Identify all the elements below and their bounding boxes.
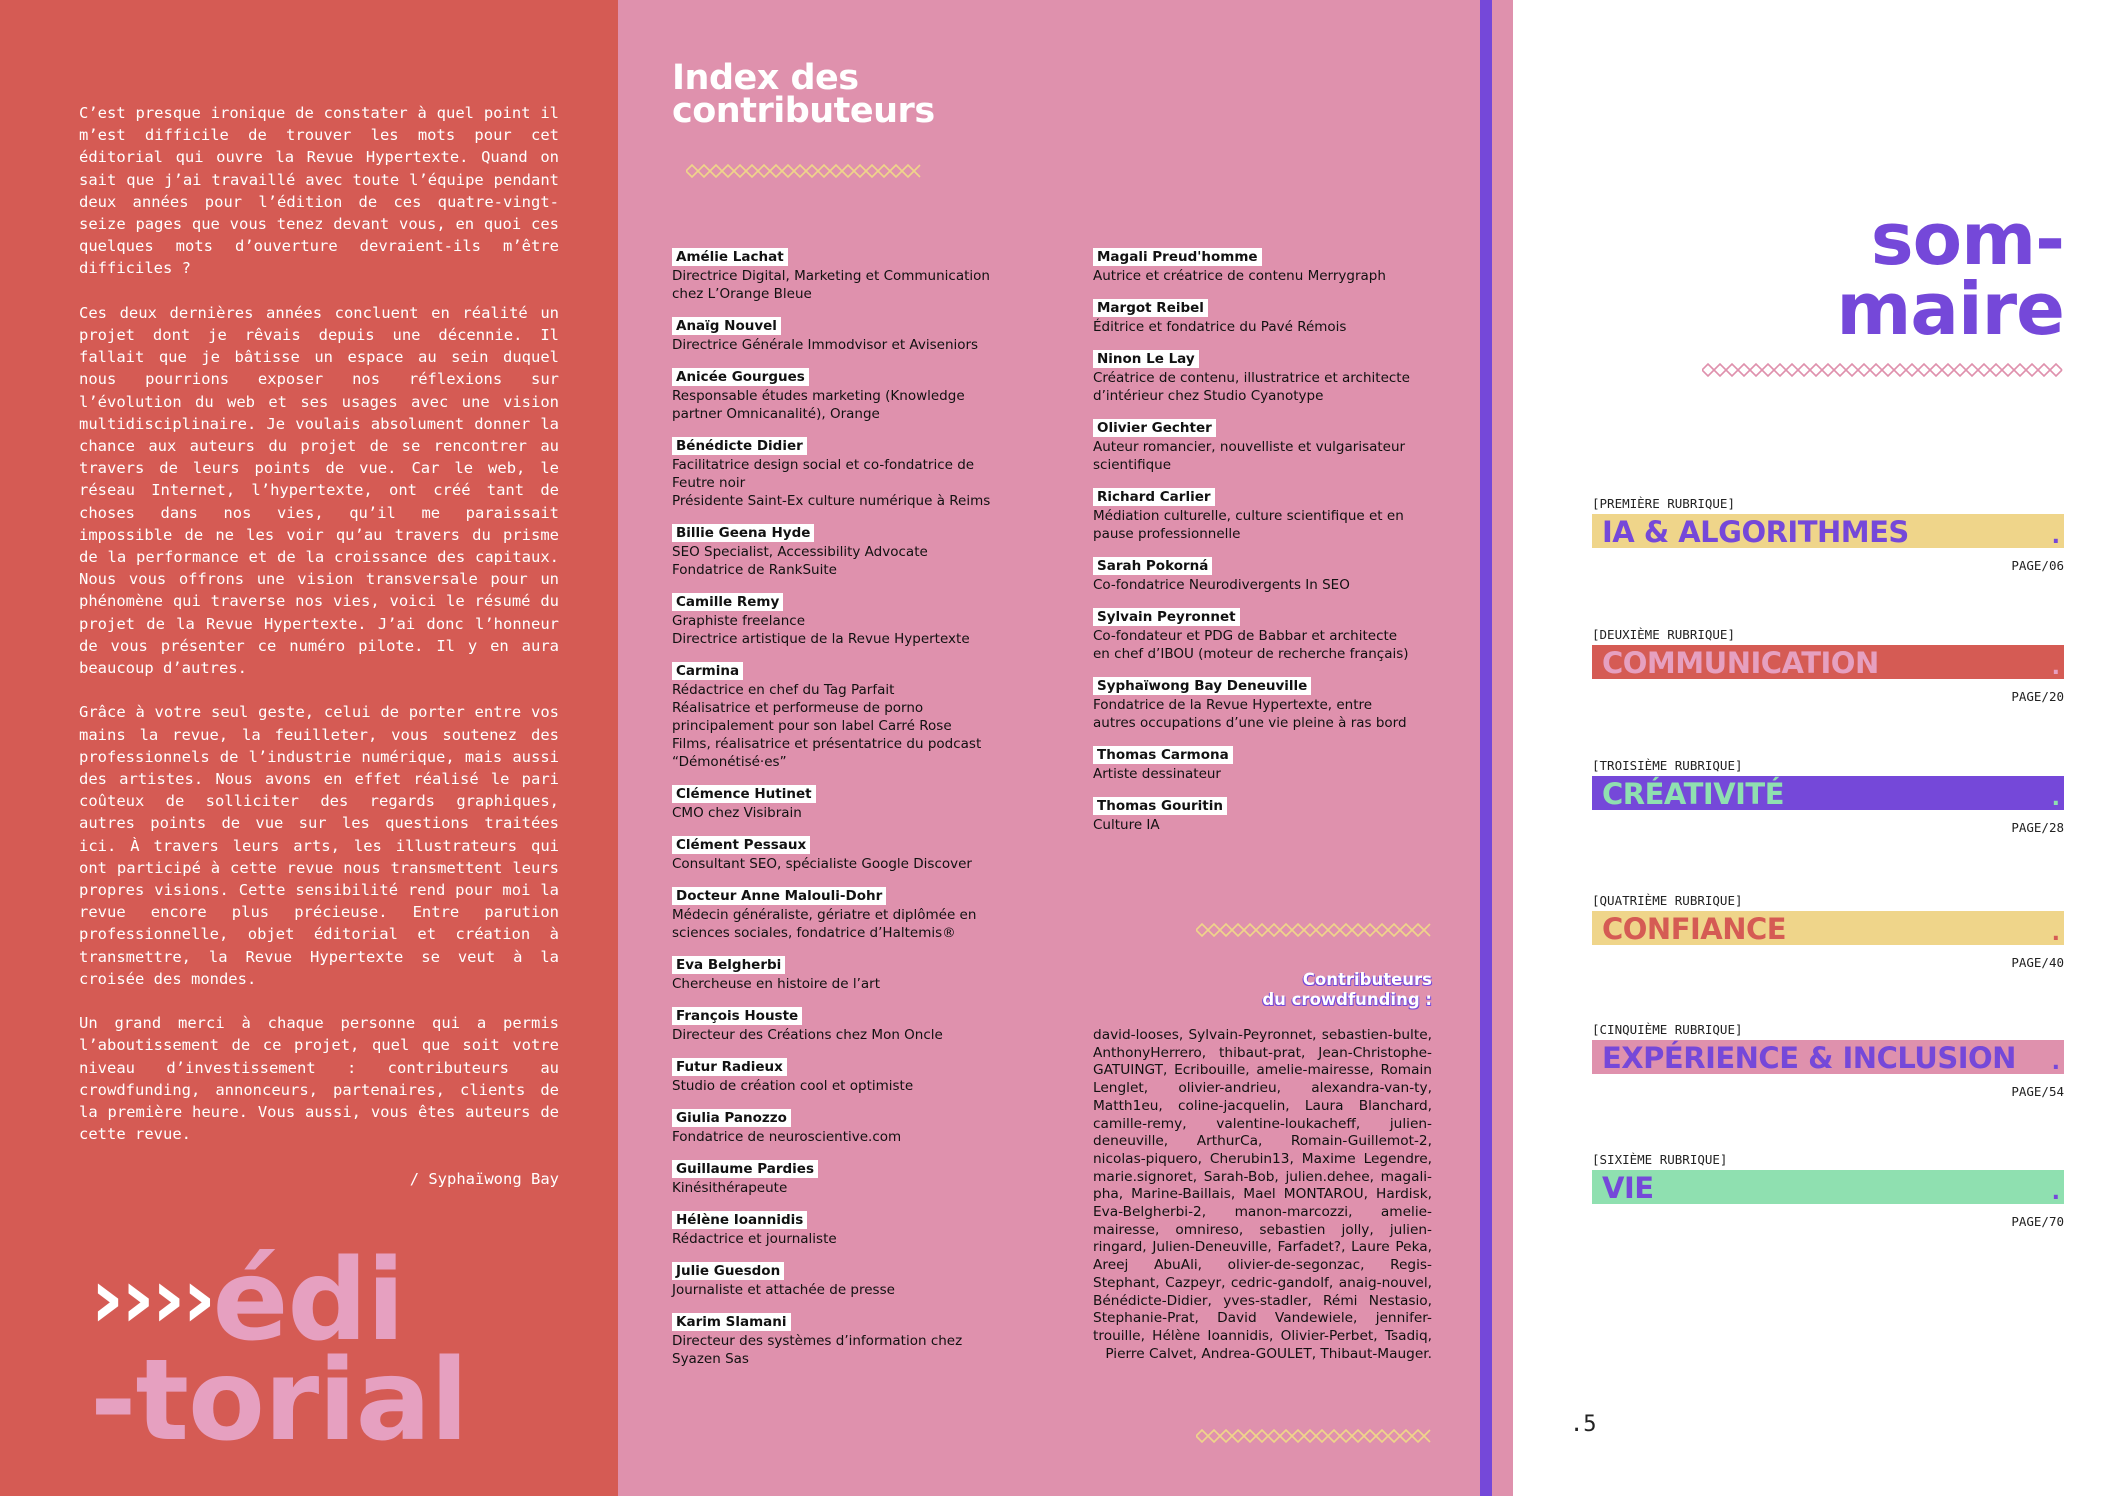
section-page-ref: PAGE/28 <box>2011 820 2064 835</box>
section-page-ref: PAGE/40 <box>2011 955 2064 970</box>
contributor-role: Créatrice de contenu, illustratrice et architecte d’intérieur chez Studio Cyanotype <box>1093 370 1410 404</box>
contributor-name: Thomas Carmona <box>1093 746 1233 764</box>
contributor-name: Amélie Lachat <box>672 248 788 266</box>
contributor-name: Clément Pessaux <box>672 836 810 854</box>
section-dot: . <box>2051 524 2060 549</box>
contributor-entry <box>672 317 1017 354</box>
index-title-line2: contributeurs <box>672 91 935 131</box>
contributors-left-column <box>672 248 1017 1382</box>
contributor-role: Facilitatrice design social et co-fondatrice de Feutre noir Présidente Saint-Ex culture numérique à Reims <box>672 457 991 509</box>
contributor-entry <box>672 1007 1017 1044</box>
contributor-name: Olivier Gechter <box>1093 419 1216 437</box>
contributor-entry <box>672 785 1017 822</box>
section-name: VIE <box>1602 1171 1654 1205</box>
contributor-name: Magali Preud'homme <box>1093 248 1262 266</box>
section-page-ref: PAGE/20 <box>2011 689 2064 704</box>
section-dot: . <box>2051 786 2060 811</box>
contributor-role: Directrice Générale Immodvisor et Aviseniors <box>672 337 979 353</box>
crowdfunding-title <box>1200 970 1432 1010</box>
contributor-name: Giulia Panozzo <box>672 1109 791 1127</box>
section-dot: . <box>2051 1180 2060 1205</box>
contributor-entry <box>672 836 1017 873</box>
contributor-name: Thomas Gouritin <box>1093 797 1227 815</box>
editorial-paragraph: Grâce à votre seul geste, celui de porter entre vos mains la revue, la feuilleter, vous soutenez des professionnels de l’industrie numérique, mais aussi des artistes. Nous avons en effet réalisé le pari coûteux de solliciter des regards graphiques, autres points de vue sur les questions traitées ici. À travers leurs arts, les illustrateurs qui ont participé à cette revue nous transmettent leurs propres visions. Cette sensibilité rend pour moi la revue encore plus précieuse. Entre parution professionnelle, objet éditorial et création à transmettre, la Revue Hypertexte se veut à la croisée des mondes. <box>79 703 559 988</box>
sommaire-section[interactable] <box>1592 893 2064 970</box>
page-number: .5 <box>1570 1412 1597 1437</box>
contributor-entry <box>1093 299 1438 336</box>
contributor-entry <box>672 1211 1017 1248</box>
purple-divider-stripe <box>1480 0 1492 1496</box>
editorial-signature: / Syphaïwong Bay <box>409 1169 559 1188</box>
contributor-name: Carmina <box>672 662 743 680</box>
section-bar[interactable] <box>1592 514 2064 548</box>
contributor-role: Consultant SEO, spécialiste Google Discover <box>672 856 972 872</box>
contributor-role: Rédactrice et journaliste <box>672 1231 837 1247</box>
sommaire-section[interactable] <box>1592 1152 2064 1229</box>
contributor-entry <box>1093 797 1438 834</box>
zigzag-ornament <box>1702 363 2064 377</box>
pink-edge-stripe <box>1492 0 1513 1496</box>
contributor-name: Eva Belgherbi <box>672 956 785 974</box>
contributor-role: Auteur romancier, nouvelliste et vulgarisateur scientifique <box>1093 439 1406 473</box>
contributor-role: Directeur des Créations chez Mon Oncle <box>672 1027 943 1043</box>
section-page-ref: PAGE/06 <box>2011 558 2064 573</box>
contributor-name: Julie Guesdon <box>672 1262 784 1280</box>
editorial-text <box>79 102 559 1212</box>
contributor-entry <box>672 368 1017 423</box>
contributor-role: Fondatrice de neuroscientive.com <box>672 1129 902 1145</box>
contributor-role: Directrice Digital, Marketing et Communication chez L’Orange Bleue <box>672 268 990 302</box>
section-label: [CINQUIÈME RUBRIQUE] <box>1592 1022 1743 1037</box>
sommaire-section[interactable] <box>1592 496 2064 573</box>
contributor-entry <box>1093 350 1438 405</box>
section-name: EXPÉRIENCE & INCLUSION <box>1602 1041 2016 1075</box>
contributor-role: Médecin généraliste, gériatre et diplômée en sciences sociales, fondatrice d’Haltemis® <box>672 907 977 941</box>
contributor-entry <box>672 593 1017 648</box>
contributor-name: Sylvain Peyronnet <box>1093 608 1240 626</box>
section-label: [DEUXIÈME RUBRIQUE] <box>1592 627 1735 642</box>
contributor-name: Anicée Gourgues <box>672 368 809 386</box>
contributor-entry <box>672 1313 1017 1368</box>
section-bar[interactable] <box>1592 1040 2064 1074</box>
contributors-right-column <box>1093 248 1438 848</box>
contributor-role: Chercheuse en histoire de l’art <box>672 976 880 992</box>
contributor-role: Médiation culturelle, culture scientifique et en pause professionnelle <box>1093 508 1404 542</box>
section-name: IA & ALGORITHMES <box>1602 515 1909 549</box>
contributor-entry <box>672 1058 1017 1095</box>
contributor-entry <box>672 887 1017 942</box>
contributor-role: CMO chez Visibrain <box>672 805 802 821</box>
section-bar[interactable] <box>1592 645 2064 679</box>
contributor-role: Responsable études marketing (Knowledge partner Omnicanalité), Orange <box>672 388 965 422</box>
contributor-role: Rédactrice en chef du Tag Parfait Réalisatrice et performeuse de porno principalement pour son label Carré Rose Films, réalisatrice et présentatrice du podcast “Démonétisé·es” <box>672 682 982 770</box>
contributor-entry <box>1093 488 1438 543</box>
sommaire-title-line1: som- <box>1870 197 2064 281</box>
contributor-role: Graphiste freelance Directrice artistique de la Revue Hypertexte <box>672 613 970 647</box>
crowdfunding-title-line2: du crowdfunding : <box>1262 990 1432 1009</box>
contributor-name: Karim Slamani <box>672 1313 791 1331</box>
sommaire-section[interactable] <box>1592 627 2064 704</box>
contributor-entry <box>672 662 1017 771</box>
section-bar[interactable] <box>1592 911 2064 945</box>
section-label: [QUATRIÈME RUBRIQUE] <box>1592 893 1743 908</box>
crowdfunding-title-line1: Contributeurs <box>1302 970 1432 989</box>
contributor-name: François Houste <box>672 1007 802 1025</box>
section-dot: . <box>2051 921 2060 946</box>
contributor-role: Co-fondateur et PDG de Babbar et architecte en chef d’IBOU (moteur de recherche français) <box>1093 628 1409 662</box>
contributor-name: Margot Reibel <box>1093 299 1208 317</box>
section-label: [PREMIÈRE RUBRIQUE] <box>1592 496 1735 511</box>
contributor-role: Culture IA <box>1093 817 1160 833</box>
contributor-name: Clémence Hutinet <box>672 785 816 803</box>
contributor-role: Journaliste et attachée de presse <box>672 1282 895 1298</box>
contributor-name: Anaïg Nouvel <box>672 317 781 335</box>
editorial-title <box>90 1236 468 1466</box>
contributor-entry <box>672 1160 1017 1197</box>
contributor-name: Ninon Le Lay <box>1093 350 1199 368</box>
contributor-entry <box>1093 248 1438 285</box>
section-dot: . <box>2051 1050 2060 1075</box>
zigzag-ornament <box>1196 923 1432 937</box>
contributor-name: Hélène Ioannidis <box>672 1211 807 1229</box>
section-label: [TROISIÈME RUBRIQUE] <box>1592 758 1743 773</box>
section-dot: . <box>2051 655 2060 680</box>
editorial-paragraph: Un grand merci à chaque personne qui a permis l’aboutissement de ce projet, quel que soit votre niveau d’investissement : contributeurs au crowdfunding, annonceurs, partenaires, clients de la première heure. Vous aussi, vous êtes auteurs de cette revue. <box>79 1014 559 1144</box>
section-name: CRÉATIVITÉ <box>1602 777 1785 811</box>
section-name: COMMUNICATION <box>1602 646 1879 680</box>
contributor-entry <box>672 1262 1017 1299</box>
contributor-role: Fondatrice de la Revue Hypertexte, entre autres occupations d’une vie pleine à ras bord <box>1093 697 1407 731</box>
index-title-line1: Index des <box>672 58 859 98</box>
zigzag-ornament <box>686 164 922 178</box>
contributor-entry <box>1093 746 1438 783</box>
editorial-title-line1: édi <box>212 1236 404 1366</box>
section-bar[interactable] <box>1592 1170 2064 1204</box>
contributor-entry <box>1093 557 1438 594</box>
crowdfunding-contributors-list: david-looses, Sylvain-Peyronnet, sebastien-bulte, AnthonyHerrero, thibaut-prat, Jean-Christophe-GATUINGT, Ecribouille, amelie-mairesse, Romain Lenglet, olivier-andrieu, alexandra-van-ty, Matth1eu, coline-jacquelin, Laura Blanchard, camille-remy, valentine-loukacheff, julien-deneuville, ArthurCa, Romain-Guillemot-2, nicolas-piquero, Cherubin13, Maxime Legendre, marie.signoret, Sarah-Bob, julien.dehee, magali-pha, Marine-Baillais, Mael MONTAROU, Hardisk, Eva-Belgherbi-2, manon-marcozzi, amelie-mairesse, omnireso, sebastien jolly, julien-ringard, Julien-Deneuville, Farfadet?, Laure Peka, Areej AbuAli, olivier-de-segonzac, Regis-Stephant, Cazpeyr, cedric-gandolf, anaig-nouvel, Bénédicte-Didier, yves-stadler, Rémi Nestasio, Stephanie-Prat, David Vandewiele, jennifer-trouille, Hélène Ioannidis, Olivier-Perbet, Tsadiq, Pierre Calvet, Andrea-GOULET, Thibaut-Mauger. <box>1093 1027 1432 1362</box>
index-title <box>672 58 935 131</box>
section-page-ref: PAGE/54 <box>2011 1084 2064 1099</box>
contributor-role: SEO Specialist, Accessibility Advocate Fondatrice de RankSuite <box>672 544 928 578</box>
contributor-entry <box>1093 419 1438 474</box>
contributor-entry <box>1093 677 1438 732</box>
contributor-name: Camille Remy <box>672 593 783 611</box>
contributor-role: Studio de création cool et optimiste <box>672 1078 914 1094</box>
contributor-role: Artiste dessinateur <box>1093 766 1221 782</box>
sommaire-title <box>1836 197 2064 351</box>
sommaire-section[interactable] <box>1592 758 2064 835</box>
contributor-entry <box>1093 608 1438 663</box>
contributor-entry <box>672 524 1017 579</box>
sommaire-title-line2: maire <box>1836 267 2064 351</box>
contributor-entry <box>672 956 1017 993</box>
contributor-entry <box>672 1109 1017 1146</box>
contributor-name: Sarah Pokorná <box>1093 557 1212 575</box>
contributor-name: Syphaïwong Bay Deneuville <box>1093 677 1311 695</box>
contributor-role: Directeur des systèmes d’information chez Syazen Sas <box>672 1333 963 1367</box>
contributor-role: Kinésithérapeute <box>672 1180 788 1196</box>
zigzag-ornament <box>1196 1429 1432 1443</box>
editorial-paragraph: Ces deux dernières années concluent en réalité un projet dont je rêvais depuis une décennie. Il fallait que je bâtisse un espace au sein duquel nous pourrions exposer nos réflexions sur l’évolution du web et ses usages avec une vision multidisciplinaire. Je voulais absolument donner la chance aux auteurs du projet de se rencontrer au travers de leurs points de vue. Car le web, le réseau Internet, l’hypertexte, ont créé tant de choses dans nos vies, qu’il me paraissait impossible de ne les voir qu’au travers du prisme de la performance et de la croissance des capitaux. Nous vous offrons une vision transversale pour un phénomène qui traverse nos vies, voici le résumé du projet de la Revue Hypertexte. J’ai donc l’honneur de vous présenter ce numéro pilote. Il y en aura beaucoup d’autres. <box>79 303 559 678</box>
contributor-name: Billie Geena Hyde <box>672 524 814 542</box>
contributor-role: Co-fondatrice Neurodivergents In SEO <box>1093 577 1350 593</box>
editorial-title-line2: -torial <box>90 1336 468 1466</box>
sommaire-section[interactable] <box>1592 1022 2064 1099</box>
contributor-name: Bénédicte Didier <box>672 437 807 455</box>
contributor-name: Docteur Anne Malouli-Dohr <box>672 887 886 905</box>
section-label: [SIXIÈME RUBRIQUE] <box>1592 1152 1728 1167</box>
section-name: CONFIANCE <box>1602 912 1787 946</box>
arrows-icon: ›››› <box>90 1249 213 1347</box>
contributor-role: Éditrice et fondatrice du Pavé Rémois <box>1093 319 1347 335</box>
contributor-role: Autrice et créatrice de contenu Merrygraph <box>1093 268 1386 284</box>
editorial-paragraph: C’est presque ironique de constater à quel point il m’est difficile de trouver les mots pour cet éditorial qui ouvre la Revue Hypertexte. Quand on sait que j’ai travaillé avec toute l’équipe pendant deux années pour l’édition de ces quatre-vingt-seize pages que vous tenez devant vous, en quoi ces quelques mots d’ouverture devraient-ils m’être difficiles ? <box>79 104 559 278</box>
section-bar[interactable] <box>1592 776 2064 810</box>
contributor-name: Guillaume Pardies <box>672 1160 818 1178</box>
section-page-ref: PAGE/70 <box>2011 1214 2064 1229</box>
contributor-entry <box>672 437 1017 510</box>
contributor-name: Futur Radieux <box>672 1058 787 1076</box>
contributor-entry <box>672 248 1017 303</box>
contributor-name: Richard Carlier <box>1093 488 1215 506</box>
